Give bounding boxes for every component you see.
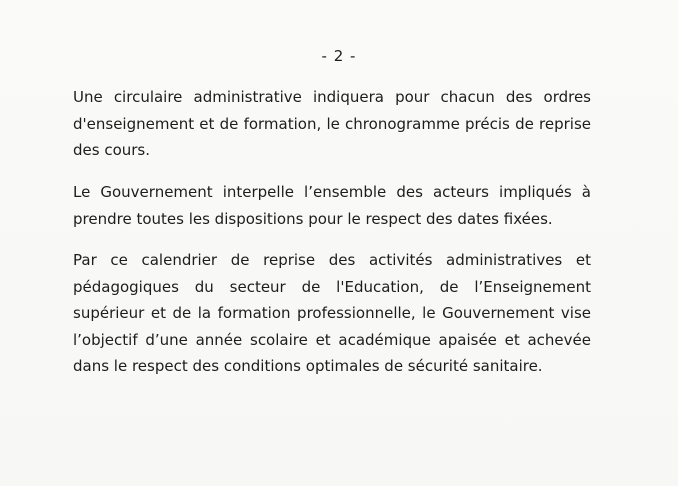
page-number: - 2 - xyxy=(321,47,357,65)
paragraph-calendrier-reprise: Par ce calendrier de reprise des activités administratives et pédagogiques du secteur de l'Education, de l’Enseignement supérieur et de la formation professionnelle, le Gouvernement vise l’objectif d’une année scolaire et académique apaisée et achevée dans le respect des conditions optimales de sécurité sanitaire. xyxy=(73,251,591,375)
paragraph-circulaire: Une circulaire administrative indiquera pour chacun des ordres d'enseignement et de formation, le chronogramme précis de reprise des cours. xyxy=(73,88,591,159)
paragraph-gouvernement-interpelle: Le Gouvernement interpelle l’ensemble des acteurs impliqués à prendre toutes les dispositions pour le respect des dates fixées. xyxy=(73,183,591,228)
